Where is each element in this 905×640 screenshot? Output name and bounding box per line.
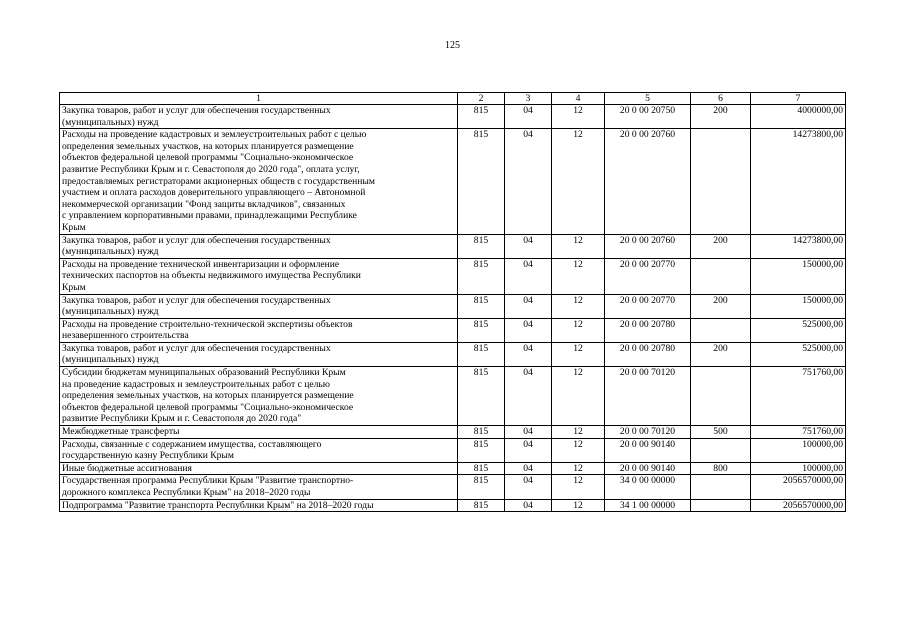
row-amount-cell: 2056570000,00: [751, 499, 846, 512]
row-grbs-cell: 815: [458, 234, 505, 258]
row-expense-type-cell: [691, 475, 751, 499]
row-grbs-cell: 815: [458, 426, 505, 439]
row-expense-type-cell: [691, 318, 751, 342]
row-name-cell: Расходы на проведение кадастровых и землеустроительных работ с целью определения земельных участков, на которых планируется размещение объектов федеральной целевой программы "Социально-экономическое развитие Республики Крым и г. Севастополя до 2020 года", оплата услуг, предоставляемых регистраторами акционерных обществ с государственным участием и оплата расходов доверительного управляющего – Автономной некоммерческой организации "Фонд защиты вкладчиков", связанных с управлением корпоративными правами, принадлежащими Республике Крым: [60, 129, 458, 234]
row-expense-type-cell: 200: [691, 105, 751, 129]
row-expense-type-cell: [691, 438, 751, 462]
column-header: 1: [60, 93, 458, 105]
row-name-cell: Расходы, связанные с содержанием имущества, составляющего государственную казну Республики Крым: [60, 438, 458, 462]
row-expense-type-cell: [691, 499, 751, 512]
row-target-article-cell: 20 0 00 20780: [605, 318, 691, 342]
row-subsection-cell: 12: [552, 258, 605, 294]
row-grbs-cell: 815: [458, 129, 505, 234]
row-subsection-cell: 12: [552, 318, 605, 342]
row-target-article-cell: 20 0 00 90140: [605, 438, 691, 462]
row-amount-cell: 751760,00: [751, 367, 846, 426]
row-target-article-cell: 20 0 00 70120: [605, 426, 691, 439]
row-amount-cell: 2056570000,00: [751, 475, 846, 499]
row-target-article-cell: 20 0 00 20770: [605, 258, 691, 294]
row-expense-type-cell: 800: [691, 462, 751, 475]
column-header: 3: [505, 93, 552, 105]
row-name-cell: Межбюджетные трансферты: [60, 426, 458, 439]
table-header-row: [60, 93, 846, 105]
table-row: [60, 318, 846, 342]
row-target-article-cell: 20 0 00 20750: [605, 105, 691, 129]
row-expense-type-cell: [691, 367, 751, 426]
table-row: [60, 105, 846, 129]
table-row: [60, 426, 846, 439]
row-expense-type-cell: 200: [691, 342, 751, 366]
row-section-cell: 04: [505, 475, 552, 499]
row-name-cell: Закупка товаров, работ и услуг для обеспечения государственных (муниципальных) нужд: [60, 234, 458, 258]
row-subsection-cell: 12: [552, 234, 605, 258]
row-grbs-cell: 815: [458, 462, 505, 475]
row-name-cell: Иные бюджетные ассигнования: [60, 462, 458, 475]
row-section-cell: 04: [505, 318, 552, 342]
row-grbs-cell: 815: [458, 294, 505, 318]
row-subsection-cell: 12: [552, 105, 605, 129]
row-target-article-cell: 20 0 00 20760: [605, 234, 691, 258]
row-subsection-cell: 12: [552, 426, 605, 439]
row-expense-type-cell: 200: [691, 234, 751, 258]
row-section-cell: 04: [505, 438, 552, 462]
budget-table: [59, 92, 846, 512]
row-subsection-cell: 12: [552, 462, 605, 475]
row-target-article-cell: 34 0 00 00000: [605, 475, 691, 499]
row-amount-cell: 525000,00: [751, 342, 846, 366]
row-amount-cell: 14273800,00: [751, 129, 846, 234]
row-section-cell: 04: [505, 462, 552, 475]
row-target-article-cell: 20 0 00 20760: [605, 129, 691, 234]
row-subsection-cell: 12: [552, 129, 605, 234]
row-subsection-cell: 12: [552, 475, 605, 499]
table-row: [60, 367, 846, 426]
row-section-cell: 04: [505, 258, 552, 294]
row-grbs-cell: 815: [458, 438, 505, 462]
row-section-cell: 04: [505, 426, 552, 439]
row-grbs-cell: 815: [458, 318, 505, 342]
row-section-cell: 04: [505, 234, 552, 258]
row-grbs-cell: 815: [458, 258, 505, 294]
column-header: 4: [552, 93, 605, 105]
row-name-cell: Расходы на проведение технической инвентаризации и оформление технических паспортов на объекты недвижимого имущества Республики Крым: [60, 258, 458, 294]
row-section-cell: 04: [505, 367, 552, 426]
row-section-cell: 04: [505, 129, 552, 234]
row-name-cell: Субсидии бюджетам муниципальных образований Республики Крым на проведение кадастровых и землеустроительных работ с целью определения земельных участков, на которых планируется размещение объектов федеральной целевой программы "Социально-экономическое развитие Республики Крым и г. Севастополя до 2020 года": [60, 367, 458, 426]
row-name-cell: Расходы на проведение строительно-технической экспертизы объектов незавершенного строительства: [60, 318, 458, 342]
row-grbs-cell: 815: [458, 475, 505, 499]
row-amount-cell: 525000,00: [751, 318, 846, 342]
table-row: [60, 129, 846, 234]
row-subsection-cell: 12: [552, 499, 605, 512]
table-row: [60, 462, 846, 475]
column-header: 2: [458, 93, 505, 105]
table-row: [60, 438, 846, 462]
row-expense-type-cell: [691, 258, 751, 294]
row-grbs-cell: 815: [458, 105, 505, 129]
row-target-article-cell: 20 0 00 20780: [605, 342, 691, 366]
table-row: [60, 499, 846, 512]
row-subsection-cell: 12: [552, 294, 605, 318]
row-target-article-cell: 34 1 00 00000: [605, 499, 691, 512]
row-grbs-cell: 815: [458, 342, 505, 366]
row-expense-type-cell: 500: [691, 426, 751, 439]
row-name-cell: Подпрограмма "Развитие транспорта Республики Крым" на 2018–2020 годы: [60, 499, 458, 512]
column-header: 7: [751, 93, 846, 105]
row-expense-type-cell: [691, 129, 751, 234]
table-row: [60, 342, 846, 366]
row-name-cell: Закупка товаров, работ и услуг для обеспечения государственных (муниципальных) нужд: [60, 294, 458, 318]
page-number: 125: [445, 40, 460, 51]
row-name-cell: Государственная программа Республики Крым "Развитие транспортно- дорожного комплекса Республики Крым" на 2018–2020 годы: [60, 475, 458, 499]
row-target-article-cell: 20 0 00 20770: [605, 294, 691, 318]
row-target-article-cell: 20 0 00 70120: [605, 367, 691, 426]
row-section-cell: 04: [505, 105, 552, 129]
row-amount-cell: 100000,00: [751, 462, 846, 475]
row-section-cell: 04: [505, 499, 552, 512]
row-subsection-cell: 12: [552, 342, 605, 366]
row-section-cell: 04: [505, 342, 552, 366]
row-subsection-cell: 12: [552, 367, 605, 426]
row-amount-cell: 4000000,00: [751, 105, 846, 129]
row-grbs-cell: 815: [458, 367, 505, 426]
row-subsection-cell: 12: [552, 438, 605, 462]
row-amount-cell: 100000,00: [751, 438, 846, 462]
row-name-cell: Закупка товаров, работ и услуг для обеспечения государственных (муниципальных) нужд: [60, 105, 458, 129]
row-amount-cell: 150000,00: [751, 258, 846, 294]
row-name-cell: Закупка товаров, работ и услуг для обеспечения государственных (муниципальных) нужд: [60, 342, 458, 366]
row-target-article-cell: 20 0 00 90140: [605, 462, 691, 475]
row-amount-cell: 14273800,00: [751, 234, 846, 258]
table-row: [60, 258, 846, 294]
row-section-cell: 04: [505, 294, 552, 318]
column-header: 5: [605, 93, 691, 105]
table-row: [60, 475, 846, 499]
row-amount-cell: 751760,00: [751, 426, 846, 439]
table-body: [60, 105, 846, 512]
row-expense-type-cell: 200: [691, 294, 751, 318]
table-row: [60, 234, 846, 258]
row-amount-cell: 150000,00: [751, 294, 846, 318]
column-header: 6: [691, 93, 751, 105]
row-grbs-cell: 815: [458, 499, 505, 512]
table-row: [60, 294, 846, 318]
